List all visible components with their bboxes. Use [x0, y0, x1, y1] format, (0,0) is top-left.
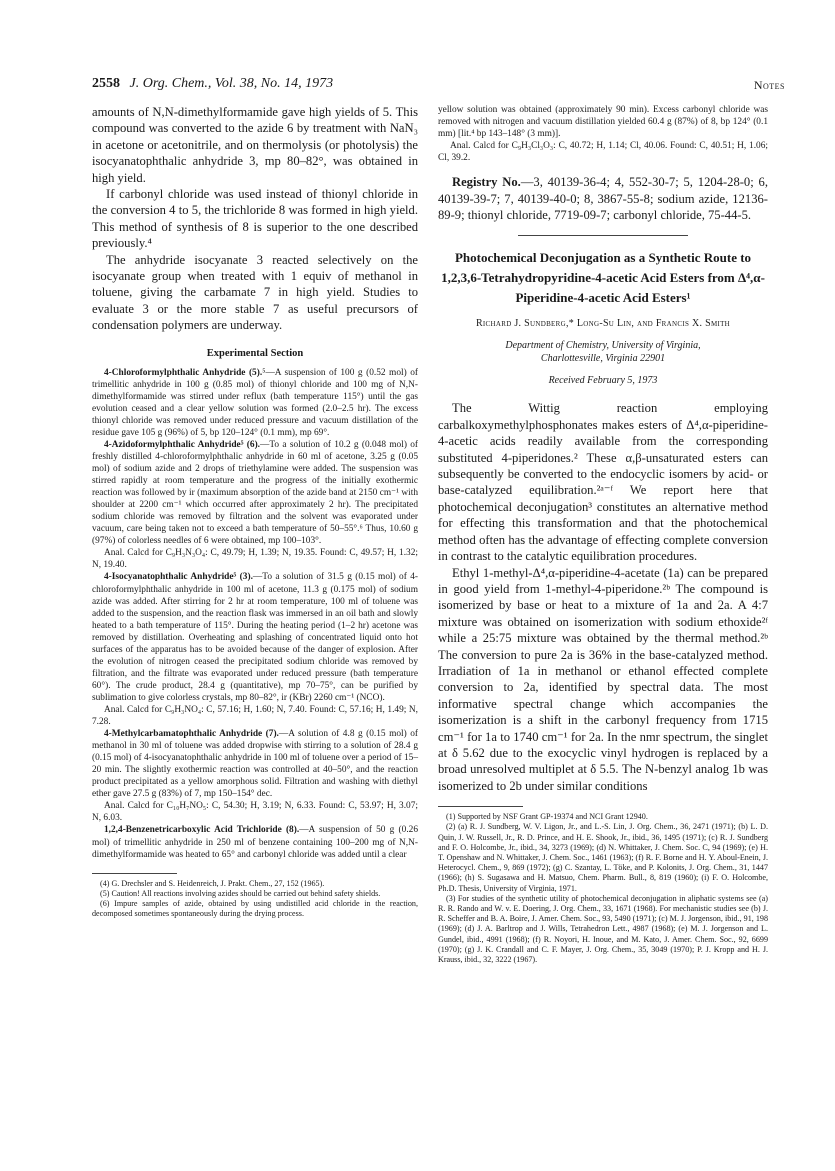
compound-heading: 4-Methylcarbamatophthalic Anhydride (7).	[104, 729, 279, 740]
page-header	[92, 76, 785, 96]
experimental-paragraph	[92, 367, 418, 439]
section-label: Notes	[753, 78, 785, 92]
body-paragraph: Ethyl 1-methyl-Δ⁴,α-piperidine-4-acetate (1a) can be prepared in good yield from 1-methyl-4-piperidone.²ᵇ The compound is isomerized by base or heat to a mixture of 1a and 2a. A 4:7 mixture was obtained on isomerization with sodium ethoxide²ᶠ while a 25:75 mixture was obtained by the thermal method.²ᵇ The conversion to pure 2a is 36% in the base-catalyzed method. Irradiation of 1a in methanol or ethanol effected complete conversion to 2a, identified by spectral data. The most informative spectral change which accompanies the isomerization is a shift in the carbonyl frequency from 1715 cm⁻¹ for 1a to 1740 cm⁻¹ for 2a. In the nmr spectrum, the singlet at δ 5.62 due to the exocyclic vinyl hydrogen is replaced by a broad unresolved multiplet at δ 5.5. The N-benzyl analog 1b was isomerized to 2b under similar conditions	[438, 565, 768, 793]
right-column	[438, 104, 768, 965]
analysis-paragraph	[92, 800, 418, 824]
journal-citation: J. Org. Chem., Vol. 38, No. 14, 1973	[129, 76, 334, 91]
analysis-text: Anal. Calcd for C₉H₃NO₄: C, 57.16; H, 1.60; N, 7.40. Found: C, 57.16; H, 1.49; N, 7.28.	[92, 705, 418, 728]
experimental-text: —To a solution of 31.5 g (0.15 mol) of 4-chloroformylphthalic anhydride in 100 ml of acetone, 11.3 g (0.175 mol) of sodium azide was added. After stirring for 2 hr at room temperature, 100 ml of toluene was added to the suspension, and the reaction flask was immersed in an oil bath and slowly heated to a bath temperature of 115°. During the heating period (1–2 hr) acetone was removed by distillation. Overheating and splashing of concentrated liquid onto hot surfaces of the apparatus has to be avoided because of the danger of explosion. After the evolution of nitrogen ceased the precipitated sodium chloride was removed by filtration, and the filtrate was evaporated under reduced pressure (bath temperature 60°). The crude product, 28.4 g (quantitative), mp 70–75°, can be purified by sublimation to give colorless crystals, mp 80–82°, ir (KBr) 2260 cm⁻¹ (NCO).	[92, 572, 418, 703]
header-left	[92, 76, 333, 92]
article-title: Photochemical Deconjugation as a Synthetic Route to 1,2,3,6-Tetrahydropyridine-4-acetic Acid Esters from Δ⁴,α-Piperidine-4-acetic Acid Esters¹	[441, 250, 765, 306]
footnote: (6) Impure samples of azide, obtained by using undistilled acid chloride in the reaction, decomposed sometimes spontaneously during the drying process.	[92, 899, 418, 919]
intro-paragraph: The anhydride isocyanate 3 reacted selectively on the isocyanate group when treated with 1 equiv of methanol in toluene, giving the carbamate 7 in high yield. Studies to evaluate 3 or the more stable 7 as useful precursors of condensation polymers are underway.	[92, 252, 418, 333]
experimental-text: —A suspension of 50 g (0.26 mol) of trimellitic anhydride in 250 ml of benzene containing 100–200 mg of N,N-dimethylformamide was heated to 65° and carbonyl chloride was added until a clear	[92, 825, 419, 860]
article-authors: Richard J. Sundberg,* Long-Su Lin, and Francis X. Smith	[475, 318, 731, 330]
analysis-paragraph: Anal. Calcd for C₉H₃Cl₃O₃: C, 40.72; H, 1.14; Cl, 40.06. Found: C, 40.51; H, 1.06; Cl, 39.2.	[438, 141, 768, 164]
footnote: (5) Caution! All reactions involving azides should be carried out behind safety shields.	[100, 888, 381, 898]
affiliation-line: Department of Chemistry, University of Virginia,	[505, 340, 701, 352]
affiliation-line: Charlottesville, Virginia 22901	[540, 353, 666, 365]
registry-label: Registry No.	[452, 175, 521, 190]
analysis-paragraph	[92, 704, 418, 728]
footnote-rule	[438, 806, 523, 807]
experimental-paragraph	[92, 728, 418, 800]
compound-heading: 4-Azidoformylphthalic Anhydride⁵ (6).	[104, 439, 261, 450]
footnote: (3) For studies of the synthetic utility of photochemical deconjugation in aliphatic systems see (a) R. R. Rando and W. v. E. Doering, J. Org. Chem., 33, 1671 (1968). For mechanistic studies see (b) J. R. Scheffer and B. A. Boire, J. Amer. Chem. Soc., 93, 5490 (1971); (c) M. J. Jorgenson, ibid., 91, 198 (1969); (d) J. A. Barltrop and J. Wills, Tetrahedron Lett., 4987 (1968); (e) M. J. Jorgenson and L. Gundel, ibid., 4991 (1968); (f) R. Noyori, H. Inoue, and M. Kato, J. Amer. Chem. Soc., 92, 6699 (1970); (g) J. K. Crandall and C. F. Mayer, J. Org. Chem., 35, 3049 (1970); P. J. Kropp and H. J. Krauss, ibid., 32, 3222 (1967).	[438, 893, 768, 965]
experimental-text: ⁵—A suspension of 100 g (0.52 mol) of trimellitic anhydride in 100 g (0.85 mol) of thionyl chloride and 100 mg of N,N-dimethylformamide was stirred under reflux (bath temperature 115°) until the gas evolution ceased and a clear yellow solution was formed (2.0–2.5 hr). The excess thionyl chloride was removed under reduced pressure and vacuum distillation of the residue gave 105 g (96%) of 5, bp 120–124° (0.1 mm), mp 69°.	[92, 367, 418, 438]
analysis-paragraph	[92, 547, 418, 571]
analysis-text: Anal. Calcd for C₉H₃N₃O₄: C, 49.79; H, 1.39; N, 19.35. Found: C, 49.57; H, 1.32; N, 19.40.	[92, 548, 418, 571]
article-divider	[518, 235, 688, 236]
footnote: (1) Supported by NSF Grant GP-19374 and NCI Grant 12940.	[446, 812, 648, 822]
intro-paragraph: amounts of N,N-dimethylformamide gave high yields of 5. This compound was converted to the azide 6 by treatment with NaN₃ in acetone or acetonitrile, and on thermolysis (or photolysis) the isocyanatophthalic anhydride 3, mp 80–82°, was obtained in high yield.	[92, 105, 418, 185]
continuation-paragraph: yellow solution was obtained (approximately 90 min). Excess carbonyl chloride was removed with nitrogen and vacuum distillation yielded 60.4 g (87%) of 8, bp 124° (0.1 mm) [lit.⁴ bp 143–148° (3 mm)].	[438, 105, 768, 140]
footnote: (2) (a) R. J. Sundberg, W. V. Ligon, Jr., and L.-S. Lin, J. Org. Chem., 36, 2471 (1971); (b) L. D. Quin, J. W. Russell, Jr., R. D. Prince, and H. E. Shook, Jr., ibid., 36, 1495 (1971); (c) R. J. Sundberg and F. O. Holcombe, Jr., ibid., 34, 3273 (1969); (d) N. Whittaker, J. Chem. Soc. C, 94 (1969); (e) H. T. Openshaw and N. Whittaker, J. Chem. Soc., 1461 (1963); (f) R. F. Borne and H. Y. Aboul-Enein, J. Heterocycl. Chem., 9, 869 (1972); (g) C. Szantay, L. Töke, and P. Kolonits, J. Org. Chem., 31, 1447 (1966); (h) S. Sugasawa and H. Matsuo, Chem. Pharm. Bull., 8, 819 (1960); (i) F. O. Holcombe, Ph.D. Thesis, University of Virginia, 1971.	[438, 822, 768, 893]
experimental-paragraph	[92, 571, 418, 704]
intro-paragraph: If carbonyl chloride was used instead of thionyl chloride in the conversion 4 to 5, the trichloride 8 was formed in high yield. This method of synthesis of 8 is superior to the one described previously.⁴	[92, 187, 418, 251]
footnote: (4) G. Drechsler and S. Heidenreich, J. Prakt. Chem., 27, 152 (1965).	[100, 878, 325, 888]
experimental-text: —A solution of 4.8 g (0.15 mol) of methanol in 30 ml of toluene was added dropwise with stirring to a solution of 28.4 g (0.15 mol) of 4-isocyanatophthalic anhydride in 100 ml of toluene over a period of 15–20 min. The slightly exothermic reaction was controlled at 40–50°, and the reaction product precipitated as a yellow amorphous solid. Filtration and washing with diethyl ether gave 27.5 g (83%) of 7, mp 150–154° dec.	[92, 729, 418, 800]
page-number: 2558	[92, 76, 120, 91]
registry-numbers	[438, 174, 768, 223]
left-column	[92, 104, 418, 919]
experimental-text: —To a solution of 10.2 g (0.048 mol) of freshly distilled 4-chloroformylphthalic anhydride in 60 ml of acetone, 3.25 g (0.05 mol) of sodium azide and 2 drops of triethylamine were added. The suspension was stirred rapidly at room temperature and the progress of the initially exothermic reaction was followed by ir (maximum absorption of the azide band at 2150 cm⁻¹ with shoulder at 2200 cm⁻¹ which occurred after approximately 2 hr). The precipitated sodium chloride was removed by filtration and the solvent was evaporated under vacuum, care being taken not to exceed a bath temperature of 50–55°.⁶ Thus, 10.60 g (97%) of colorless needles of 6 were obtained, mp 100–103°.	[92, 439, 419, 547]
affiliation	[438, 339, 768, 365]
registry-text: —3, 40139-36-4; 4, 552-30-7; 5, 1204-28-0; 6, 40139-39-7; 7, 40139-40-0; 8, 3867-55-8; sodium azide, 12136-89-9; thionyl chloride, 7719-09-7; carbonyl chloride, 75-44-5.	[438, 175, 768, 223]
compound-heading: 1,2,4-Benzenetricarboxylic Acid Trichloride (8).	[104, 825, 300, 836]
compound-heading: 4-Isocyanatophthalic Anhydride⁵ (3).	[104, 572, 253, 583]
compound-heading: 4-Chloroformylphthalic Anhydride (5).	[104, 367, 263, 378]
analysis-text: Anal. Calcd for C₁₀H₇NO₅: C, 54.30; H, 3.19; N, 6.33. Found: C, 53.97; H, 3.07; N, 6.03.	[92, 801, 418, 824]
footnote-rule	[92, 873, 177, 874]
experimental-paragraph	[92, 439, 418, 547]
experimental-heading: Experimental Section	[206, 347, 304, 359]
body-paragraph: The Wittig reaction employing carbalkoxymethylphosphonates makes esters of Δ⁴,α-piperidine-4-acetic acids readily available from the corresponding substituted 4-piperidones.² These α,β-unsaturated esters can subsequently be converted to the endocyclic isomers by acid- or base-catalyzed equilibration.²ᵃ⁻ᶠ We report here that photochemical deconjugation³ constitutes an alternative method for effecting this transformation and that the photochemical method often has the advantage of effecting complete conversion in contrast to the catalytic equilibration procedures.	[438, 401, 768, 564]
received-date: Received February 5, 1973	[548, 375, 658, 387]
experimental-paragraph	[92, 824, 418, 860]
